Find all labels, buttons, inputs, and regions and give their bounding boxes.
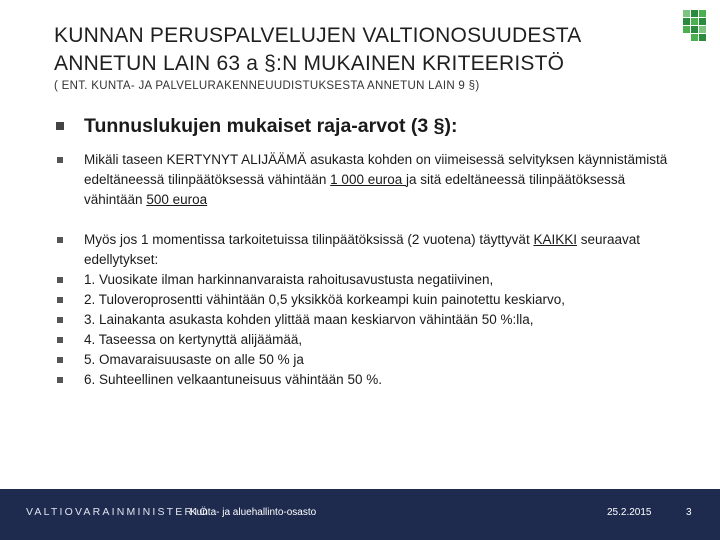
slide-date: 25.2.2015 [607, 507, 652, 518]
square-bullet-icon [57, 377, 63, 383]
list-item [54, 330, 674, 350]
para2-text-b: seuraavat edellytykset: [84, 232, 641, 267]
footer-bar [0, 489, 720, 540]
slide-content [54, 112, 674, 390]
square-bullet-icon [57, 337, 63, 343]
section-heading [54, 112, 674, 140]
criterion-5: 5. Omavaraisuusaste on alle 50 % ja [84, 352, 304, 367]
para1-underline-1: 1 000 euroa [330, 172, 406, 187]
square-bullet-icon [57, 297, 63, 303]
para1-underline-2: 500 euroa [146, 192, 208, 207]
criterion-2: 2. Tuloveroprosentti vähintään 0,5 yksikköä korkeampi kuin painotettu keskiarvo, [84, 292, 566, 307]
title-line-2: ANNETUN LAIN 63 a §:N MUKAINEN KRITEERISTÖ [54, 52, 565, 75]
list-item [54, 150, 674, 210]
slide-title [54, 22, 644, 78]
square-bullet-icon [57, 277, 63, 283]
list-item [54, 270, 674, 290]
para2-text-a: Myös jos 1 momentissa tarkoitetuissa tilinpäätöksissä (2 vuotena) täyttyvät [84, 232, 534, 247]
list-item [54, 230, 674, 270]
heading-text: Tunnuslukujen mukaiset raja-arvot (3 §): [84, 115, 458, 137]
square-bullet-icon [57, 317, 63, 323]
department-name: Kunta- ja aluehallinto-osasto [190, 507, 317, 518]
square-bullet-icon [57, 237, 63, 243]
list-item [54, 310, 674, 330]
green-grid-logo [683, 10, 713, 46]
square-bullet-icon [57, 157, 63, 163]
list-item [54, 290, 674, 310]
list-item [54, 370, 674, 390]
title-line-1: KUNNAN PERUSPALVELUJEN VALTIONOSUUDESTA [54, 24, 582, 47]
criterion-6: 6. Suhteellinen velkaantuneisuus vähintään 50 %. [84, 372, 382, 387]
criterion-4: 4. Taseessa on kertynyttä alijäämää, [84, 332, 303, 347]
slide-subtitle: ( ENT. KUNTA- JA PALVELURAKENNEUUDISTUKSESTA ANNETUN LAIN 9 §) [54, 80, 480, 92]
criterion-1: 1. Vuosikate ilman harkinnanvaraista rahoitusavustusta negatiivinen, [84, 272, 494, 287]
square-bullet-icon [57, 357, 63, 363]
ministry-logo-text: VALTIOVARAINMINISTERIÖ [26, 506, 210, 518]
para1-text-a: Mikäli taseen KERTYNYT ALIJÄÄMÄ asukasta kohden on viimeisessä selvityksen käynnistämistä edeltäneessä tilinpäätöksessä vähintään [84, 152, 668, 187]
para2-underline: KAIKKI [533, 232, 577, 247]
criterion-3: 3. Lainakanta asukasta kohden ylittää maan keskiarvon vähintään 50 %:lla, [84, 312, 534, 327]
list-item [54, 350, 674, 370]
square-bullet-icon [56, 122, 64, 130]
page-number: 3 [686, 507, 692, 518]
para1-text-b: ja sitä edeltäneessä tilinpäätöksessä vähintään [84, 172, 626, 207]
